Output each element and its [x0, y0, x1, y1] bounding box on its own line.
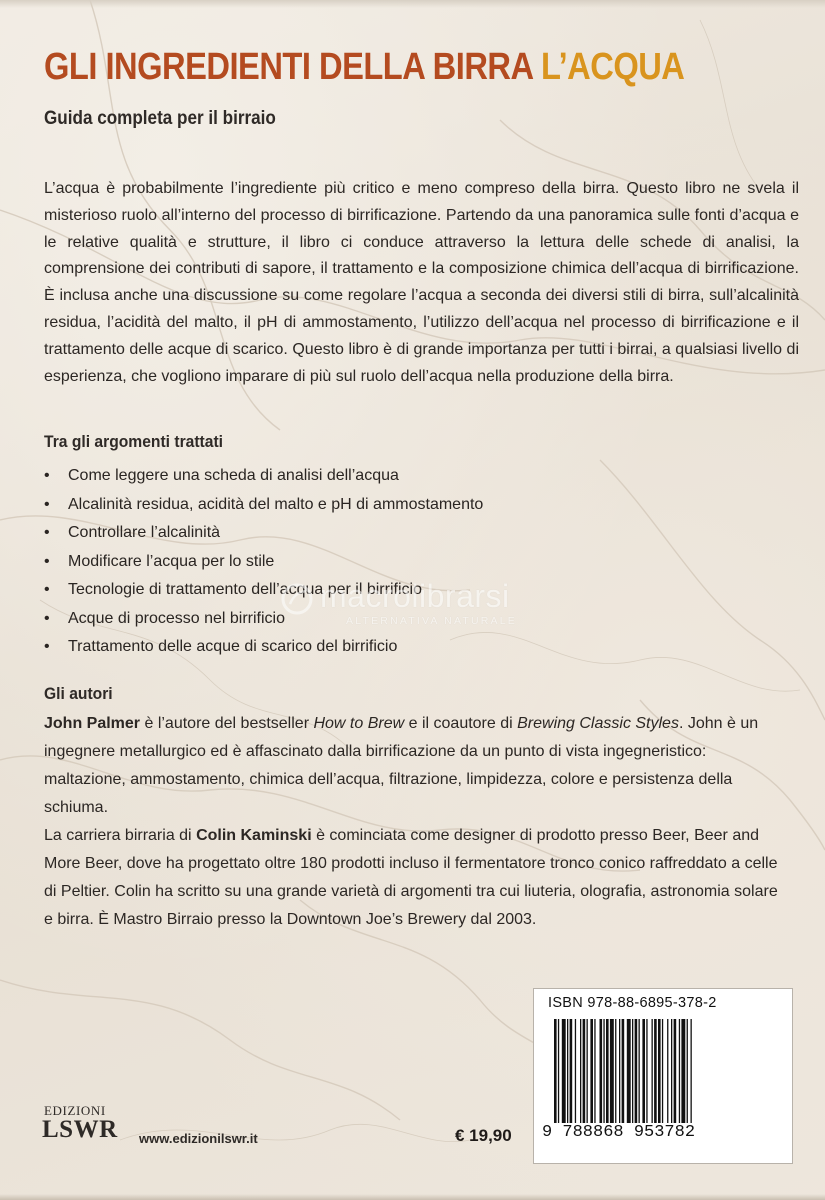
- barcode-bar: [691, 1019, 692, 1123]
- author-name: John Palmer: [44, 715, 141, 732]
- bullet-icon: •: [44, 638, 50, 655]
- barcode-bar: [627, 1019, 631, 1123]
- watermark-tagline: ALTERNATIVA NATURALE: [346, 615, 517, 627]
- bio-text: e il coautore di: [404, 715, 518, 732]
- barcode-bar: [642, 1019, 645, 1123]
- bio-text: . John è un ingegnere metallurgico ed è affascinato dalla birrificazione da un punto di vista ingegneristico: maltazione, ammostamento, chimica dell’acqua, filtrazione, limpidezza, colore e persistenza della schiuma.: [44, 715, 759, 816]
- topic-text: Modificare l’acqua per lo stile: [68, 552, 275, 570]
- price-label: € 19,90: [455, 1126, 512, 1145]
- isbn-label: ISBN 978-88-6895-378-2: [548, 995, 717, 1011]
- barcode-bar: [632, 1019, 633, 1123]
- cover-top-edge: [0, 0, 825, 8]
- authors-heading: Gli autori: [44, 684, 113, 703]
- bullet-icon: •: [44, 495, 50, 513]
- topic-text: Alcalinità residua, acidità del malto e pH di ammostamento: [68, 495, 484, 513]
- author-kaminski-bio: [44, 822, 784, 934]
- authors-bio: [44, 710, 784, 934]
- topic-text: Acque di processo nel birrificio: [68, 609, 285, 627]
- barcode-bar: [658, 1019, 661, 1123]
- barcode-bar: [567, 1019, 568, 1123]
- topic-text: Come leggere una scheda di analisi dell’acqua: [68, 467, 399, 484]
- bullet-icon: •: [44, 609, 50, 627]
- topic-text: Controllare l’alcalinità: [68, 524, 221, 541]
- barcode-bar: [652, 1019, 653, 1123]
- bullet-icon: •: [44, 467, 50, 484]
- barcode-bar: [562, 1019, 566, 1123]
- barcode-bar: [667, 1019, 668, 1123]
- barcode-bar: [600, 1019, 603, 1123]
- cover-bottom-edge: [0, 1194, 825, 1200]
- barcode-bar: [619, 1019, 620, 1123]
- list-item: [44, 519, 744, 548]
- barcode-bar: [635, 1019, 638, 1123]
- barcode-bar: [570, 1019, 573, 1123]
- barcode-panel: [533, 988, 793, 1164]
- barcode-bar: [681, 1019, 685, 1123]
- author-palmer-bio: [44, 710, 784, 822]
- barcode-bar: [594, 1019, 595, 1123]
- barcode-bar: [587, 1019, 588, 1123]
- bio-text: è cominciata come designer di prodotto presso Beer, Beer and More Beer, dove ha progettato oltre 180 prodotti incluso il fermentatore tronco conico raffreddato a celle di Peltier. Colin ha scritto su una grande varietà di argomenti tra cui liuteria, olografia, astronomia solare e birra. È Mastro Birraio presso la Downtown Joe’s Brewery dal 2003.: [44, 827, 778, 928]
- barcode-bar: [590, 1019, 593, 1123]
- publisher-logo: LSWR: [42, 1116, 118, 1143]
- barcode-bar: [575, 1019, 576, 1123]
- barcode-bar: [622, 1019, 625, 1123]
- barcode-bar: [646, 1019, 647, 1123]
- barcode-bar: [674, 1019, 677, 1123]
- barcode-bar: [639, 1019, 640, 1123]
- watermark-name: macrolibrarsi: [320, 578, 510, 614]
- barcode-bar: [662, 1019, 663, 1123]
- barcode-bar: [583, 1019, 586, 1123]
- list-item: [44, 491, 744, 520]
- book-reference: Brewing Classic Styles: [517, 715, 679, 732]
- author-name: Colin Kaminski: [196, 827, 312, 844]
- watermark: [280, 572, 570, 642]
- barcode-bar: [615, 1019, 616, 1123]
- barcode-bar: [671, 1019, 672, 1123]
- book-subtitle: Guida completa per il birraio: [44, 108, 276, 129]
- topic-text: Trattamento delle acque di scarico del birrificio: [68, 638, 398, 655]
- topics-heading: Tra gli argomenti trattati: [44, 432, 224, 451]
- bio-text: è l’autore del bestseller: [140, 715, 314, 732]
- barcode-bar: [606, 1019, 609, 1123]
- barcode-bar: [654, 1019, 657, 1123]
- barcode-image: [554, 1019, 774, 1123]
- barcode-bar: [580, 1019, 581, 1123]
- barcode-bar: [610, 1019, 614, 1123]
- list-item: [44, 462, 744, 491]
- watermark-logo-icon: [280, 582, 314, 616]
- bullet-icon: •: [44, 524, 50, 541]
- book-title: [44, 46, 684, 89]
- barcode-digits: 9 788868 953782: [542, 1123, 696, 1142]
- barcode-bar: [554, 1019, 557, 1123]
- intro-paragraph: L’acqua è probabilmente l’ingrediente più critico e meno compreso della birra. Questo libro ne svela il misterioso ruolo all’interno del processo di birrificazione. Partendo da una panoramica sulle fonti d’acqua e le relative qualità e strutture, il libro ci conduce attraverso la lettura delle schede di analisi, la comprensione dei contributi di sapore, il trattamento e la composizione chimica dell’acqua di birrificazione. È inclusa anche una discussione su come regolare l’acqua a seconda dei diversi stili di birra, sull’alcalinità residua, l’acidità del malto, il pH di ammostamento, l’utilizzo dell’acqua nel processo di birrificazione e il trattamento delle acque di scarico. Questo libro è di grande importanza per tutti i birrai, a qualsiasi livello di esperienza, che vogliono imparare di più sul ruolo dell’acqua nella produzione della birra.: [44, 180, 799, 385]
- bullet-icon: •: [44, 581, 50, 598]
- barcode-bar: [558, 1019, 559, 1123]
- barcode-bar: [603, 1019, 604, 1123]
- book-reference: How to Brew: [313, 715, 405, 732]
- publisher-line1: EDIZIONI: [44, 1103, 106, 1118]
- barcode-bar: [679, 1019, 680, 1123]
- barcode-bar: [687, 1019, 688, 1123]
- title-accent: L’ACQUA: [540, 46, 685, 88]
- publisher-website: www.edizionilswr.it: [139, 1131, 258, 1146]
- bio-text: La carriera birraria di: [44, 827, 197, 844]
- title-main: GLI INGREDIENTI DELLA BIRRA: [44, 46, 533, 88]
- bullet-icon: •: [44, 552, 50, 570]
- topic-text: Tecnologie di trattamento dell’acqua per il birrificio: [68, 581, 422, 598]
